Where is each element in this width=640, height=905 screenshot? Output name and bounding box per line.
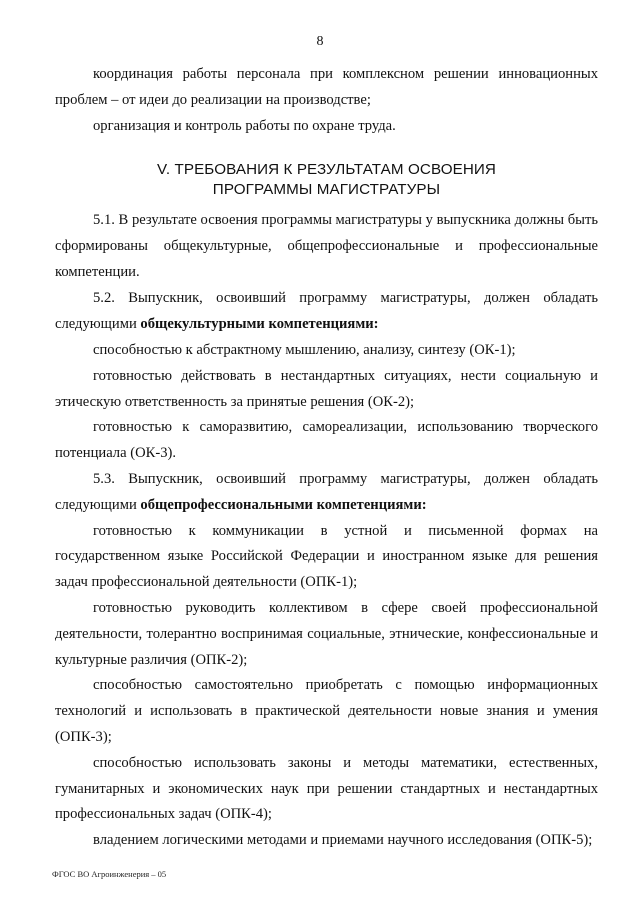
paragraph-5-2-lead: 5.2. Выпускник, освоивший программу магистратуры, должен обладать следующими	[55, 290, 598, 333]
intro-block	[55, 62, 598, 139]
paragraph-5-2	[55, 286, 598, 338]
item-ok-2: готовностью действовать в нестандартных ситуациях, нести социальную и этическую ответственность за принятые решения (ОК-2);	[55, 367, 598, 410]
paragraph-safety: организация и контроль работы по охране труда.	[93, 117, 396, 134]
item-opk-5: владением логическими методами и приемами научного исследования (ОПК-5);	[93, 832, 593, 849]
paragraph-coordination: координация работы персонала при комплексном решении инновационных проблем – от идеи до реализации на производстве;	[55, 66, 598, 108]
heading-line-1: V. ТРЕБОВАНИЯ К РЕЗУЛЬТАТАМ ОСВОЕНИЯ	[157, 161, 496, 178]
item-opk-2: готовностью руководить коллективом в сфере своей профессиональной деятельности, толерантно воспринимая социальные, этнические, конфессиональные и культурные различия (ОПК-2);	[55, 599, 598, 668]
paragraph-5-3-bold: общепрофессиональными компетенциями:	[140, 496, 427, 513]
paragraph-5-3	[55, 467, 598, 519]
item-opk-4: способностью использовать законы и методы математики, естественных, гуманитарных и экономических наук при решении стандартных и нестандартных профессиональных задач (ОПК-4);	[55, 754, 598, 823]
section-body	[55, 208, 598, 854]
paragraph-5-1: 5.1. В результате освоения программы магистратуры у выпускника должны быть сформированы общекультурные, общепрофессиональные и профессиональные компетенции.	[55, 212, 598, 280]
paragraph-5-3-lead: 5.3. Выпускник, освоивший программу магистратуры, должен обладать следующими	[55, 470, 598, 513]
section-heading	[55, 160, 598, 200]
item-ok-3: готовностью к саморазвитию, самореализации, использованию творческого потенциала (ОК-3).	[55, 419, 598, 462]
paragraph-5-2-bold: общекультурными компетенциями:	[140, 316, 379, 333]
item-opk-3: способностью самостоятельно приобретать с помощью информационных технологий и использовать в практической деятельности новые знания и умения (ОПК-3);	[55, 677, 598, 745]
item-opk-1: готовностью к коммуникации в устной и письменной формах на государственном языке Российской Федерации и иностранном языке для решения задач профессиональной деятельности (ОПК-1);	[55, 522, 598, 591]
heading-line-2: ПРОГРАММЫ МАГИСТРАТУРЫ	[212, 181, 441, 198]
page-footer: ФГОС ВО Агроинженерия – 05	[52, 869, 167, 879]
page-number: 8	[316, 34, 324, 49]
item-ok-1: способностью к абстрактному мышлению, анализу, синтезу (ОК-1);	[93, 341, 516, 358]
